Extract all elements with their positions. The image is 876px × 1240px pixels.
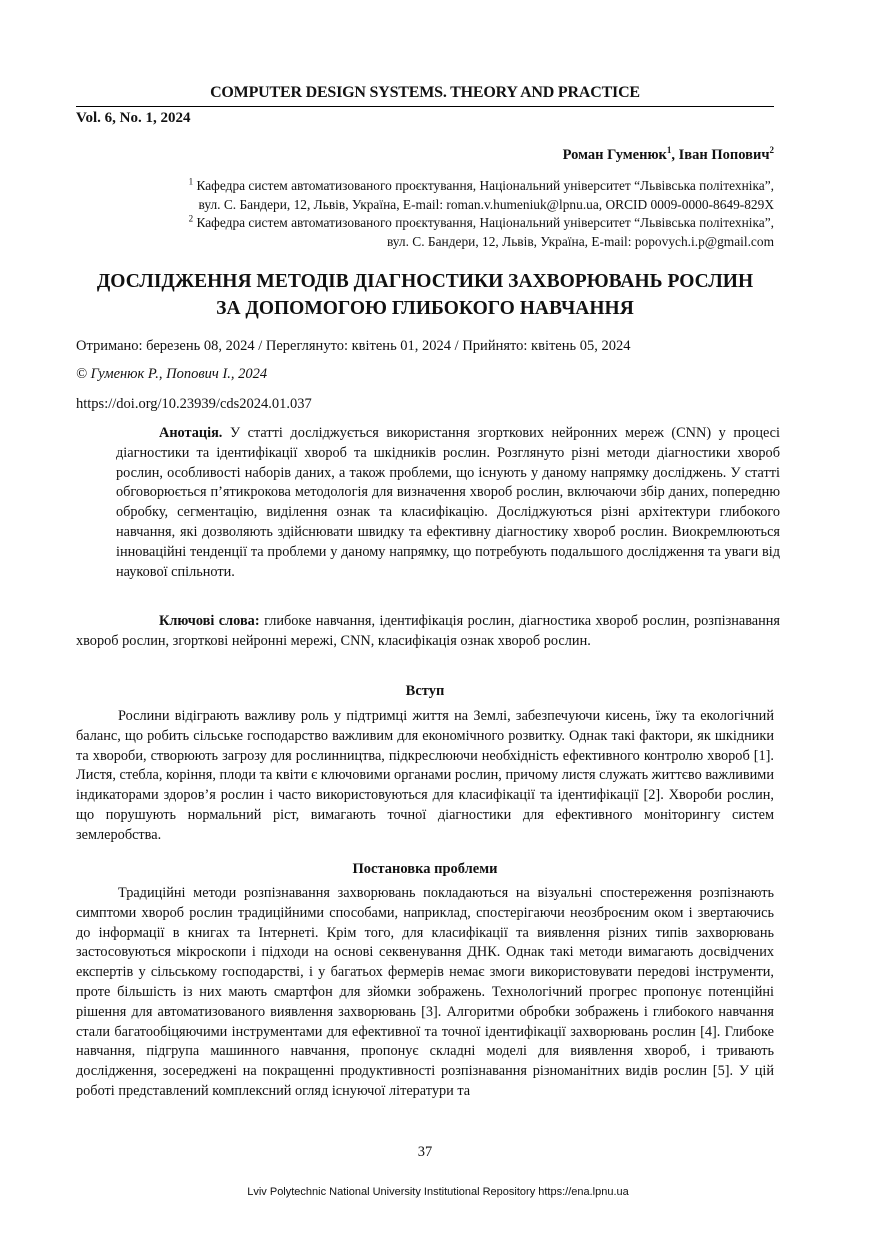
keywords [76,612,780,652]
section-heading-intro: Вступ [405,683,445,699]
received-dates: Отримано: березень 08, 2024 / Переглянуто: квітень 01, 2024 / Прийнято: квітень 05, 2024 [76,338,631,354]
author-2-name: Іван Попович [678,147,770,163]
affiliation-2-mark: 2 [188,213,194,224]
title-line-1: ДОСЛІДЖЕННЯ МЕТОДІВ ДІАГНОСТИКИ ЗАХВОРЮВАНЬ РОСЛИН [96,271,754,292]
section-heading-problem: Постановка проблеми [352,861,498,877]
affiliation-1-line-1 [189,176,774,195]
intro-paragraph: Рослини відіграють важливу роль у підтримці життя на Землі, забезпечуючи кисень, їжу та екологічний баланс, що робить сільське господарство важливим для економічного розвитку. Однак такі фактори, як шкідники та хвороби, створюють загрозу для рослинництва, підкреслюючи необхідність ефективного контролю хвороб [1]. Листя, стебла, коріння, плоди та квіти є ключовими органами рослин, причому листя служать життєво важливими індикаторами здоров’я рослин і часто використовуються для класифікації та ідентифікації [2]. Хвороби рослин, що порушують нормальний ріст, вимагають точної діагностики для ефективного моніторингу систем землеробства. [76,708,774,843]
affiliation-2-line-2: вул. С. Бандери, 12, Львів, Україна, E-mail: popovych.i.p@gmail.com [386,234,774,249]
paper-title [76,268,774,322]
keywords-label: Ключові слова: [159,613,260,629]
page-number: 37 [417,1144,433,1160]
abstract-label: Анотація. [159,425,223,441]
author-separator: , [671,147,679,163]
affiliation-1-text-1: Кафедра систем автоматизованого проєктування, Національний університет “Львівська політехніка”, [193,178,774,193]
affiliation-2-text-1: Кафедра систем автоматизованого проєктування, Національний університет “Львівська політехніка”, [193,215,774,230]
author-1-mark: 1 [666,145,672,156]
author-list [563,147,774,164]
author-2-mark: 2 [769,145,774,156]
copyright-line: © Гуменюк Р., Попович І., 2024 [76,366,268,382]
header-rule [76,106,774,107]
affiliation-1-line-2: вул. С. Бандери, 12, Львів, Україна, E-mail: roman.v.humeniuk@lpnu.ua, ORCID 0009-0000-8649-829X [198,197,774,212]
affiliation-1 [189,176,774,214]
abstract-text: У статті досліджується використання згорткових нейронних мереж (CNN) у процесі діагностики та ідентифікації хвороб та шкідників рослин. Розглянуто різні методи діагностики хвороб рослин, особливості наборів даних, а також проблеми, що існують у даному напрямку досліджень. У статті обговорюється п’ятикрокова методологія для визначення хвороб рослин, включаючи збір даних, попередню обробку, сегментацію, виділення ознак та класифікацію. Досліджуються різні архітектури глибокого навчання, які дозволяють здійснювати швидку та ефективну діагностику хвороб рослин. Виокремлюються інноваційні тенденції та проблеми у даному напрямку, що потребують подальшого дослідження та уваги від наукової спільноти. [116,425,780,580]
affiliation-1-mark: 1 [188,176,194,187]
doi-link[interactable]: https://doi.org/10.23939/cds2024.01.037 [76,396,312,412]
abstract [116,424,780,582]
repository-footer: Lviv Polytechnic National University Institutional Repository https://ena.lpnu.ua [247,1186,629,1198]
journal-title: COMPUTER DESIGN SYSTEMS. THEORY AND PRACTICE [210,84,640,101]
volume-info: Vol. 6, No. 1, 2024 [76,110,191,126]
title-line-2: ЗА ДОПОМОГОЮ ГЛИБОКОГО НАВЧАННЯ [216,298,634,319]
author-1-name: Роман Гуменюк [562,147,667,163]
affiliation-2-line-1 [189,213,774,232]
affiliation-2 [189,213,774,251]
problem-paragraph: Традиційні методи розпізнавання захворювань покладаються на візуальні спостереження розпізнають симптоми хвороб рослин традиційними способами, наприклад, спостерігаючи неозброєним оком і звертаючись до інформації в книгах та Інтернеті. Крім того, для класифікації та виявлення різних типів захворювань застосовуються мікроскопи і підходи на основі секвенування ДНК. Однак такі методи вимагають досвідчених експертів у сільському господарстві, і у багатьох фермерів немає змоги використовувати передові інструменти, проте більшість із них мають смартфон для зйомки зображень. Технологічний прогрес пропонує потенційні рішення для автоматизованого виявлення захворювань [3]. Алгоритми обробки зображень і глибокого навчання стали багатообіцяючими інструментами для ефективної та точної ідентифікації захворювань рослин [4]. Глибоке навчання, підгрупа машинного навчання, пропонує складні моделі для виявлення хвороб, і тривають дослідження, зосереджені на покращенні продуктивності розпізнавання різноманітних видів рослин [5]. У цій роботі представлений комплексний огляд існуючої літератури та [76,885,774,1099]
keywords-text: глибоке навчання, ідентифікація рослин, діагностика хвороб рослин, розпізнавання хвороб рослин, згорткові нейронні мережі, CNN, класифікація ознак хвороб рослин. [76,613,781,649]
